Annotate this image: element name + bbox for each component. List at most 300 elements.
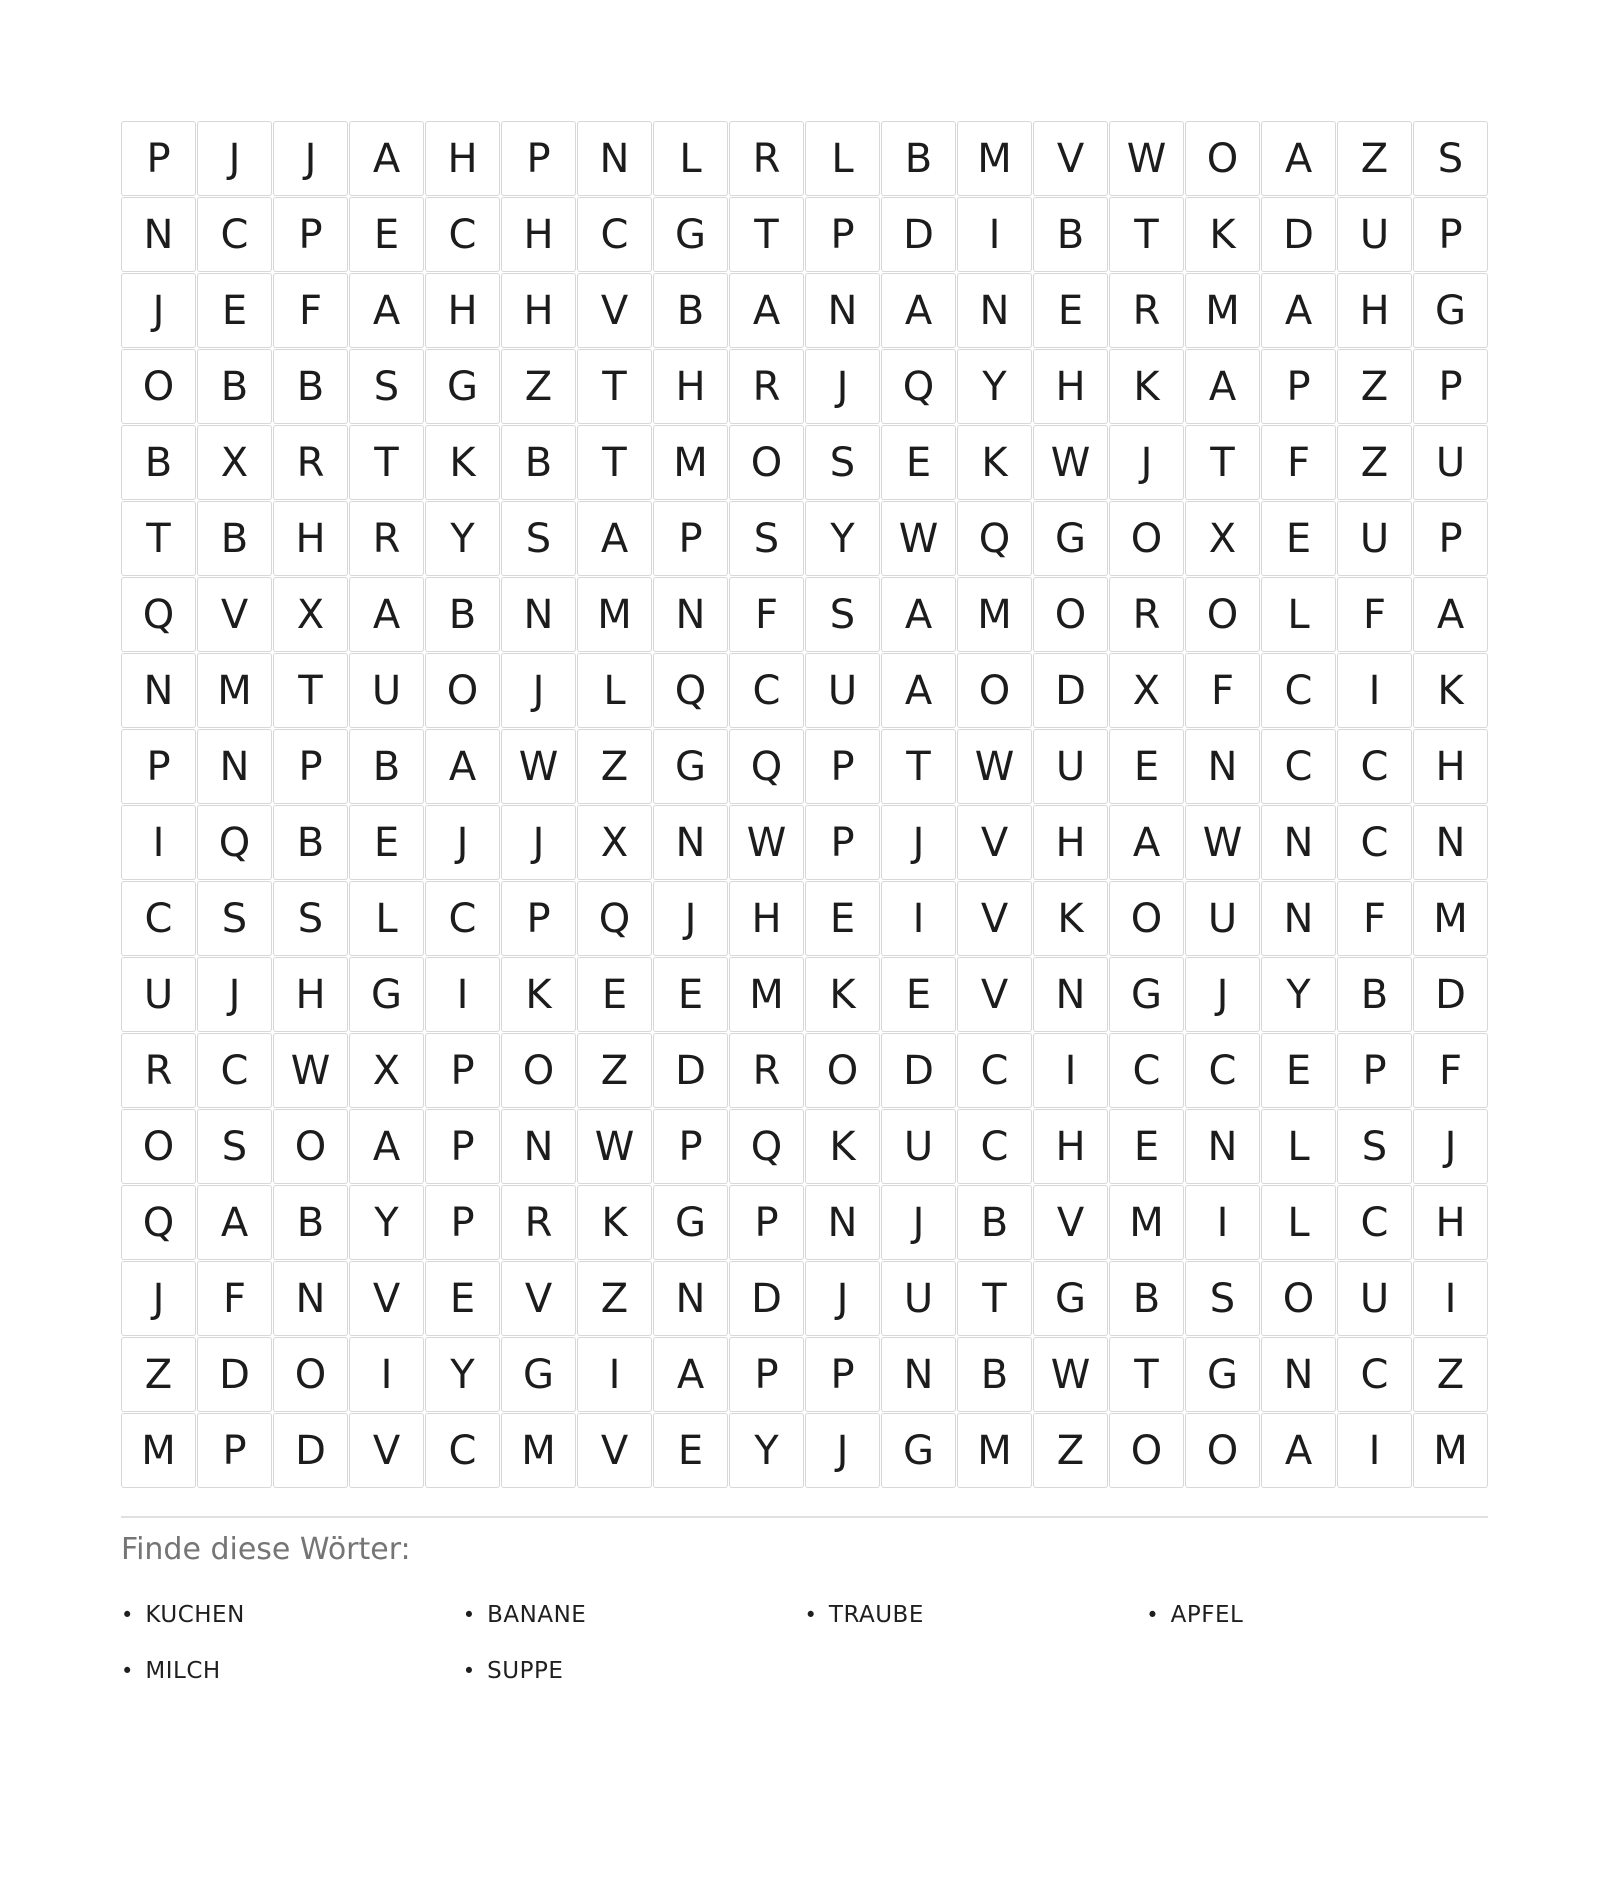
grid-cell-r6c13[interactable]: G xyxy=(1033,501,1108,576)
grid-cell-r3c11[interactable]: A xyxy=(881,273,956,348)
grid-cell-r3c13[interactable]: E xyxy=(1033,273,1108,348)
grid-cell-r1c1[interactable]: P xyxy=(121,121,196,196)
grid-cell-r6c16[interactable]: E xyxy=(1261,501,1336,576)
grid-cell-r8c2[interactable]: M xyxy=(197,653,272,728)
grid-cell-r12c7[interactable]: E xyxy=(577,957,652,1032)
grid-cell-r16c18[interactable]: I xyxy=(1413,1261,1488,1336)
grid-cell-r1c4[interactable]: A xyxy=(349,121,424,196)
grid-cell-r11c14[interactable]: O xyxy=(1109,881,1184,956)
grid-cell-r9c15[interactable]: N xyxy=(1185,729,1260,804)
grid-cell-r8c18[interactable]: K xyxy=(1413,653,1488,728)
grid-cell-r14c1[interactable]: O xyxy=(121,1109,196,1184)
grid-cell-r3c18[interactable]: G xyxy=(1413,273,1488,348)
grid-cell-r7c14[interactable]: R xyxy=(1109,577,1184,652)
grid-cell-r6c15[interactable]: X xyxy=(1185,501,1260,576)
grid-cell-r12c18[interactable]: D xyxy=(1413,957,1488,1032)
grid-cell-r13c12[interactable]: C xyxy=(957,1033,1032,1108)
grid-cell-r14c5[interactable]: P xyxy=(425,1109,500,1184)
grid-cell-r9c10[interactable]: P xyxy=(805,729,880,804)
grid-cell-r16c16[interactable]: O xyxy=(1261,1261,1336,1336)
grid-cell-r6c2[interactable]: B xyxy=(197,501,272,576)
grid-cell-r4c10[interactable]: J xyxy=(805,349,880,424)
grid-cell-r13c3[interactable]: W xyxy=(273,1033,348,1108)
grid-cell-r18c15[interactable]: O xyxy=(1185,1413,1260,1488)
grid-cell-r11c15[interactable]: U xyxy=(1185,881,1260,956)
grid-cell-r5c18[interactable]: U xyxy=(1413,425,1488,500)
grid-cell-r14c6[interactable]: N xyxy=(501,1109,576,1184)
grid-cell-r11c2[interactable]: S xyxy=(197,881,272,956)
grid-cell-r7c7[interactable]: M xyxy=(577,577,652,652)
grid-cell-r15c2[interactable]: A xyxy=(197,1185,272,1260)
grid-cell-r8c16[interactable]: C xyxy=(1261,653,1336,728)
grid-cell-r17c7[interactable]: I xyxy=(577,1337,652,1412)
grid-cell-r2c5[interactable]: C xyxy=(425,197,500,272)
grid-cell-r14c2[interactable]: S xyxy=(197,1109,272,1184)
grid-cell-r8c13[interactable]: D xyxy=(1033,653,1108,728)
grid-cell-r7c17[interactable]: F xyxy=(1337,577,1412,652)
grid-cell-r16c6[interactable]: V xyxy=(501,1261,576,1336)
grid-cell-r11c6[interactable]: P xyxy=(501,881,576,956)
grid-cell-r7c15[interactable]: O xyxy=(1185,577,1260,652)
grid-cell-r17c1[interactable]: Z xyxy=(121,1337,196,1412)
grid-cell-r16c12[interactable]: T xyxy=(957,1261,1032,1336)
grid-cell-r2c10[interactable]: P xyxy=(805,197,880,272)
grid-cell-r8c17[interactable]: I xyxy=(1337,653,1412,728)
grid-cell-r17c3[interactable]: O xyxy=(273,1337,348,1412)
grid-cell-r1c18[interactable]: S xyxy=(1413,121,1488,196)
grid-cell-r4c5[interactable]: G xyxy=(425,349,500,424)
grid-cell-r11c3[interactable]: S xyxy=(273,881,348,956)
grid-cell-r14c14[interactable]: E xyxy=(1109,1109,1184,1184)
grid-cell-r2c17[interactable]: U xyxy=(1337,197,1412,272)
grid-cell-r7c9[interactable]: F xyxy=(729,577,804,652)
grid-cell-r12c11[interactable]: E xyxy=(881,957,956,1032)
grid-cell-r4c8[interactable]: H xyxy=(653,349,728,424)
grid-cell-r5c2[interactable]: X xyxy=(197,425,272,500)
grid-cell-r12c4[interactable]: G xyxy=(349,957,424,1032)
grid-cell-r9c9[interactable]: Q xyxy=(729,729,804,804)
grid-cell-r12c8[interactable]: E xyxy=(653,957,728,1032)
grid-cell-r6c10[interactable]: Y xyxy=(805,501,880,576)
grid-cell-r11c9[interactable]: H xyxy=(729,881,804,956)
grid-cell-r17c16[interactable]: N xyxy=(1261,1337,1336,1412)
grid-cell-r14c9[interactable]: Q xyxy=(729,1109,804,1184)
grid-cell-r14c7[interactable]: W xyxy=(577,1109,652,1184)
grid-cell-r13c14[interactable]: C xyxy=(1109,1033,1184,1108)
grid-cell-r9c18[interactable]: H xyxy=(1413,729,1488,804)
grid-cell-r10c12[interactable]: V xyxy=(957,805,1032,880)
grid-cell-r1c9[interactable]: R xyxy=(729,121,804,196)
grid-cell-r3c2[interactable]: E xyxy=(197,273,272,348)
grid-cell-r18c6[interactable]: M xyxy=(501,1413,576,1488)
grid-cell-r10c16[interactable]: N xyxy=(1261,805,1336,880)
grid-cell-r1c6[interactable]: P xyxy=(501,121,576,196)
grid-cell-r6c9[interactable]: S xyxy=(729,501,804,576)
grid-cell-r12c10[interactable]: K xyxy=(805,957,880,1032)
grid-cell-r4c12[interactable]: Y xyxy=(957,349,1032,424)
grid-cell-r15c16[interactable]: L xyxy=(1261,1185,1336,1260)
grid-cell-r8c9[interactable]: C xyxy=(729,653,804,728)
grid-cell-r18c13[interactable]: Z xyxy=(1033,1413,1108,1488)
grid-cell-r12c1[interactable]: U xyxy=(121,957,196,1032)
grid-cell-r7c1[interactable]: Q xyxy=(121,577,196,652)
grid-cell-r7c13[interactable]: O xyxy=(1033,577,1108,652)
grid-cell-r12c17[interactable]: B xyxy=(1337,957,1412,1032)
grid-cell-r5c10[interactable]: S xyxy=(805,425,880,500)
grid-cell-r18c11[interactable]: G xyxy=(881,1413,956,1488)
grid-cell-r7c18[interactable]: A xyxy=(1413,577,1488,652)
grid-cell-r18c16[interactable]: A xyxy=(1261,1413,1336,1488)
grid-cell-r3c12[interactable]: N xyxy=(957,273,1032,348)
grid-cell-r18c4[interactable]: V xyxy=(349,1413,424,1488)
grid-cell-r10c4[interactable]: E xyxy=(349,805,424,880)
grid-cell-r11c1[interactable]: C xyxy=(121,881,196,956)
grid-cell-r6c18[interactable]: P xyxy=(1413,501,1488,576)
grid-cell-r4c11[interactable]: Q xyxy=(881,349,956,424)
grid-cell-r16c17[interactable]: U xyxy=(1337,1261,1412,1336)
grid-cell-r1c5[interactable]: H xyxy=(425,121,500,196)
grid-cell-r16c9[interactable]: D xyxy=(729,1261,804,1336)
grid-cell-r7c10[interactable]: S xyxy=(805,577,880,652)
grid-cell-r15c17[interactable]: C xyxy=(1337,1185,1412,1260)
grid-cell-r13c15[interactable]: C xyxy=(1185,1033,1260,1108)
grid-cell-r8c12[interactable]: O xyxy=(957,653,1032,728)
grid-cell-r4c7[interactable]: T xyxy=(577,349,652,424)
grid-cell-r13c1[interactable]: R xyxy=(121,1033,196,1108)
grid-cell-r2c14[interactable]: T xyxy=(1109,197,1184,272)
grid-cell-r11c11[interactable]: I xyxy=(881,881,956,956)
grid-cell-r10c10[interactable]: P xyxy=(805,805,880,880)
grid-cell-r11c7[interactable]: Q xyxy=(577,881,652,956)
grid-cell-r18c2[interactable]: P xyxy=(197,1413,272,1488)
grid-cell-r10c14[interactable]: A xyxy=(1109,805,1184,880)
grid-cell-r1c13[interactable]: V xyxy=(1033,121,1108,196)
grid-cell-r1c3[interactable]: J xyxy=(273,121,348,196)
grid-cell-r15c5[interactable]: P xyxy=(425,1185,500,1260)
grid-cell-r3c7[interactable]: V xyxy=(577,273,652,348)
grid-cell-r16c4[interactable]: V xyxy=(349,1261,424,1336)
grid-cell-r17c11[interactable]: N xyxy=(881,1337,956,1412)
grid-cell-r3c8[interactable]: B xyxy=(653,273,728,348)
grid-cell-r3c5[interactable]: H xyxy=(425,273,500,348)
grid-cell-r2c1[interactable]: N xyxy=(121,197,196,272)
grid-cell-r1c2[interactable]: J xyxy=(197,121,272,196)
grid-cell-r4c17[interactable]: Z xyxy=(1337,349,1412,424)
grid-cell-r13c8[interactable]: D xyxy=(653,1033,728,1108)
grid-cell-r16c7[interactable]: Z xyxy=(577,1261,652,1336)
grid-cell-r14c10[interactable]: K xyxy=(805,1109,880,1184)
grid-cell-r18c14[interactable]: O xyxy=(1109,1413,1184,1488)
grid-cell-r4c9[interactable]: R xyxy=(729,349,804,424)
grid-cell-r10c2[interactable]: Q xyxy=(197,805,272,880)
grid-cell-r9c7[interactable]: Z xyxy=(577,729,652,804)
grid-cell-r13c18[interactable]: F xyxy=(1413,1033,1488,1108)
grid-cell-r7c8[interactable]: N xyxy=(653,577,728,652)
grid-cell-r6c7[interactable]: A xyxy=(577,501,652,576)
grid-cell-r3c3[interactable]: F xyxy=(273,273,348,348)
grid-cell-r11c18[interactable]: M xyxy=(1413,881,1488,956)
grid-cell-r12c16[interactable]: Y xyxy=(1261,957,1336,1032)
grid-cell-r18c7[interactable]: V xyxy=(577,1413,652,1488)
grid-cell-r3c1[interactable]: J xyxy=(121,273,196,348)
grid-cell-r4c18[interactable]: P xyxy=(1413,349,1488,424)
grid-cell-r6c4[interactable]: R xyxy=(349,501,424,576)
grid-cell-r16c10[interactable]: J xyxy=(805,1261,880,1336)
grid-cell-r1c16[interactable]: A xyxy=(1261,121,1336,196)
grid-cell-r9c11[interactable]: T xyxy=(881,729,956,804)
grid-cell-r1c11[interactable]: B xyxy=(881,121,956,196)
grid-cell-r15c4[interactable]: Y xyxy=(349,1185,424,1260)
grid-cell-r16c15[interactable]: S xyxy=(1185,1261,1260,1336)
grid-cell-r8c10[interactable]: U xyxy=(805,653,880,728)
grid-cell-r6c3[interactable]: H xyxy=(273,501,348,576)
grid-cell-r5c12[interactable]: K xyxy=(957,425,1032,500)
grid-cell-r6c12[interactable]: Q xyxy=(957,501,1032,576)
grid-cell-r11c10[interactable]: E xyxy=(805,881,880,956)
grid-cell-r4c13[interactable]: H xyxy=(1033,349,1108,424)
grid-cell-r16c11[interactable]: U xyxy=(881,1261,956,1336)
grid-cell-r8c11[interactable]: A xyxy=(881,653,956,728)
grid-cell-r18c9[interactable]: Y xyxy=(729,1413,804,1488)
grid-cell-r10c15[interactable]: W xyxy=(1185,805,1260,880)
grid-cell-r1c12[interactable]: M xyxy=(957,121,1032,196)
grid-cell-r16c3[interactable]: N xyxy=(273,1261,348,1336)
grid-cell-r13c5[interactable]: P xyxy=(425,1033,500,1108)
grid-cell-r10c1[interactable]: I xyxy=(121,805,196,880)
grid-cell-r5c4[interactable]: T xyxy=(349,425,424,500)
grid-cell-r10c8[interactable]: N xyxy=(653,805,728,880)
grid-cell-r15c9[interactable]: P xyxy=(729,1185,804,1260)
grid-cell-r4c1[interactable]: O xyxy=(121,349,196,424)
grid-cell-r13c11[interactable]: D xyxy=(881,1033,956,1108)
grid-cell-r4c15[interactable]: A xyxy=(1185,349,1260,424)
grid-cell-r16c8[interactable]: N xyxy=(653,1261,728,1336)
grid-cell-r8c6[interactable]: J xyxy=(501,653,576,728)
grid-cell-r13c2[interactable]: C xyxy=(197,1033,272,1108)
grid-cell-r6c8[interactable]: P xyxy=(653,501,728,576)
grid-cell-r2c8[interactable]: G xyxy=(653,197,728,272)
grid-cell-r14c17[interactable]: S xyxy=(1337,1109,1412,1184)
grid-cell-r12c12[interactable]: V xyxy=(957,957,1032,1032)
grid-cell-r15c1[interactable]: Q xyxy=(121,1185,196,1260)
grid-cell-r15c14[interactable]: M xyxy=(1109,1185,1184,1260)
grid-cell-r13c6[interactable]: O xyxy=(501,1033,576,1108)
grid-cell-r11c4[interactable]: L xyxy=(349,881,424,956)
grid-cell-r2c13[interactable]: B xyxy=(1033,197,1108,272)
grid-cell-r2c12[interactable]: I xyxy=(957,197,1032,272)
grid-cell-r14c11[interactable]: U xyxy=(881,1109,956,1184)
grid-cell-r18c3[interactable]: D xyxy=(273,1413,348,1488)
grid-cell-r12c14[interactable]: G xyxy=(1109,957,1184,1032)
grid-cell-r5c15[interactable]: T xyxy=(1185,425,1260,500)
grid-cell-r8c5[interactable]: O xyxy=(425,653,500,728)
grid-cell-r15c18[interactable]: H xyxy=(1413,1185,1488,1260)
grid-cell-r15c3[interactable]: B xyxy=(273,1185,348,1260)
grid-cell-r12c3[interactable]: H xyxy=(273,957,348,1032)
grid-cell-r2c2[interactable]: C xyxy=(197,197,272,272)
grid-cell-r10c7[interactable]: X xyxy=(577,805,652,880)
grid-cell-r3c10[interactable]: N xyxy=(805,273,880,348)
grid-cell-r11c13[interactable]: K xyxy=(1033,881,1108,956)
grid-cell-r8c8[interactable]: Q xyxy=(653,653,728,728)
grid-cell-r3c6[interactable]: H xyxy=(501,273,576,348)
grid-cell-r6c17[interactable]: U xyxy=(1337,501,1412,576)
grid-cell-r13c10[interactable]: O xyxy=(805,1033,880,1108)
grid-cell-r10c6[interactable]: J xyxy=(501,805,576,880)
grid-cell-r14c15[interactable]: N xyxy=(1185,1109,1260,1184)
grid-cell-r18c5[interactable]: C xyxy=(425,1413,500,1488)
grid-cell-r15c11[interactable]: J xyxy=(881,1185,956,1260)
grid-cell-r12c6[interactable]: K xyxy=(501,957,576,1032)
grid-cell-r15c8[interactable]: G xyxy=(653,1185,728,1260)
grid-cell-r6c5[interactable]: Y xyxy=(425,501,500,576)
grid-cell-r17c13[interactable]: W xyxy=(1033,1337,1108,1412)
grid-cell-r11c17[interactable]: F xyxy=(1337,881,1412,956)
grid-cell-r16c14[interactable]: B xyxy=(1109,1261,1184,1336)
grid-cell-r1c14[interactable]: W xyxy=(1109,121,1184,196)
grid-cell-r10c11[interactable]: J xyxy=(881,805,956,880)
grid-cell-r7c16[interactable]: L xyxy=(1261,577,1336,652)
grid-cell-r5c11[interactable]: E xyxy=(881,425,956,500)
grid-cell-r5c3[interactable]: R xyxy=(273,425,348,500)
grid-cell-r17c9[interactable]: P xyxy=(729,1337,804,1412)
grid-cell-r3c15[interactable]: M xyxy=(1185,273,1260,348)
grid-cell-r2c3[interactable]: P xyxy=(273,197,348,272)
grid-cell-r16c13[interactable]: G xyxy=(1033,1261,1108,1336)
grid-cell-r4c6[interactable]: Z xyxy=(501,349,576,424)
grid-cell-r10c3[interactable]: B xyxy=(273,805,348,880)
grid-cell-r15c7[interactable]: K xyxy=(577,1185,652,1260)
grid-cell-r12c9[interactable]: M xyxy=(729,957,804,1032)
grid-cell-r15c10[interactable]: N xyxy=(805,1185,880,1260)
grid-cell-r6c6[interactable]: S xyxy=(501,501,576,576)
grid-cell-r13c7[interactable]: Z xyxy=(577,1033,652,1108)
grid-cell-r5c6[interactable]: B xyxy=(501,425,576,500)
grid-cell-r8c15[interactable]: F xyxy=(1185,653,1260,728)
grid-cell-r1c10[interactable]: L xyxy=(805,121,880,196)
grid-cell-r7c11[interactable]: A xyxy=(881,577,956,652)
grid-cell-r7c12[interactable]: M xyxy=(957,577,1032,652)
grid-cell-r9c14[interactable]: E xyxy=(1109,729,1184,804)
grid-cell-r17c8[interactable]: A xyxy=(653,1337,728,1412)
grid-cell-r9c8[interactable]: G xyxy=(653,729,728,804)
grid-cell-r2c16[interactable]: D xyxy=(1261,197,1336,272)
grid-cell-r18c17[interactable]: I xyxy=(1337,1413,1412,1488)
grid-cell-r14c18[interactable]: J xyxy=(1413,1109,1488,1184)
grid-cell-r17c15[interactable]: G xyxy=(1185,1337,1260,1412)
grid-cell-r5c17[interactable]: Z xyxy=(1337,425,1412,500)
grid-cell-r14c12[interactable]: C xyxy=(957,1109,1032,1184)
grid-cell-r13c9[interactable]: R xyxy=(729,1033,804,1108)
grid-cell-r14c16[interactable]: L xyxy=(1261,1109,1336,1184)
grid-cell-r3c4[interactable]: A xyxy=(349,273,424,348)
grid-cell-r10c5[interactable]: J xyxy=(425,805,500,880)
grid-cell-r10c18[interactable]: N xyxy=(1413,805,1488,880)
grid-cell-r18c10[interactable]: J xyxy=(805,1413,880,1488)
grid-cell-r9c5[interactable]: A xyxy=(425,729,500,804)
grid-cell-r7c6[interactable]: N xyxy=(501,577,576,652)
grid-cell-r7c5[interactable]: B xyxy=(425,577,500,652)
grid-cell-r5c14[interactable]: J xyxy=(1109,425,1184,500)
grid-cell-r16c5[interactable]: E xyxy=(425,1261,500,1336)
grid-cell-r18c12[interactable]: M xyxy=(957,1413,1032,1488)
grid-cell-r11c8[interactable]: J xyxy=(653,881,728,956)
grid-cell-r11c5[interactable]: C xyxy=(425,881,500,956)
grid-cell-r3c16[interactable]: A xyxy=(1261,273,1336,348)
grid-cell-r10c13[interactable]: H xyxy=(1033,805,1108,880)
grid-cell-r7c4[interactable]: A xyxy=(349,577,424,652)
grid-cell-r7c3[interactable]: X xyxy=(273,577,348,652)
grid-cell-r14c8[interactable]: P xyxy=(653,1109,728,1184)
grid-cell-r4c16[interactable]: P xyxy=(1261,349,1336,424)
grid-cell-r16c2[interactable]: F xyxy=(197,1261,272,1336)
grid-cell-r13c17[interactable]: P xyxy=(1337,1033,1412,1108)
grid-cell-r4c14[interactable]: K xyxy=(1109,349,1184,424)
grid-cell-r17c4[interactable]: I xyxy=(349,1337,424,1412)
grid-cell-r18c18[interactable]: M xyxy=(1413,1413,1488,1488)
grid-cell-r17c6[interactable]: G xyxy=(501,1337,576,1412)
grid-cell-r3c9[interactable]: A xyxy=(729,273,804,348)
grid-cell-r6c1[interactable]: T xyxy=(121,501,196,576)
grid-cell-r15c15[interactable]: I xyxy=(1185,1185,1260,1260)
grid-cell-r14c13[interactable]: H xyxy=(1033,1109,1108,1184)
grid-cell-r6c14[interactable]: O xyxy=(1109,501,1184,576)
grid-cell-r8c7[interactable]: L xyxy=(577,653,652,728)
grid-cell-r2c6[interactable]: H xyxy=(501,197,576,272)
grid-cell-r5c13[interactable]: W xyxy=(1033,425,1108,500)
grid-cell-r7c2[interactable]: V xyxy=(197,577,272,652)
grid-cell-r17c10[interactable]: P xyxy=(805,1337,880,1412)
grid-cell-r2c11[interactable]: D xyxy=(881,197,956,272)
grid-cell-r16c1[interactable]: J xyxy=(121,1261,196,1336)
grid-cell-r9c1[interactable]: P xyxy=(121,729,196,804)
grid-cell-r9c12[interactable]: W xyxy=(957,729,1032,804)
grid-cell-r11c16[interactable]: N xyxy=(1261,881,1336,956)
grid-cell-r17c14[interactable]: T xyxy=(1109,1337,1184,1412)
grid-cell-r9c6[interactable]: W xyxy=(501,729,576,804)
grid-cell-r1c7[interactable]: N xyxy=(577,121,652,196)
grid-cell-r17c5[interactable]: Y xyxy=(425,1337,500,1412)
grid-cell-r9c4[interactable]: B xyxy=(349,729,424,804)
grid-cell-r15c13[interactable]: V xyxy=(1033,1185,1108,1260)
grid-cell-r13c16[interactable]: E xyxy=(1261,1033,1336,1108)
grid-cell-r1c17[interactable]: Z xyxy=(1337,121,1412,196)
grid-cell-r11c12[interactable]: V xyxy=(957,881,1032,956)
grid-cell-r17c18[interactable]: Z xyxy=(1413,1337,1488,1412)
grid-cell-r2c15[interactable]: K xyxy=(1185,197,1260,272)
grid-cell-r8c14[interactable]: X xyxy=(1109,653,1184,728)
grid-cell-r12c13[interactable]: N xyxy=(1033,957,1108,1032)
grid-cell-r5c7[interactable]: T xyxy=(577,425,652,500)
grid-cell-r2c7[interactable]: C xyxy=(577,197,652,272)
grid-cell-r9c13[interactable]: U xyxy=(1033,729,1108,804)
grid-cell-r1c15[interactable]: O xyxy=(1185,121,1260,196)
grid-cell-r18c1[interactable]: M xyxy=(121,1413,196,1488)
grid-cell-r17c12[interactable]: B xyxy=(957,1337,1032,1412)
grid-cell-r4c4[interactable]: S xyxy=(349,349,424,424)
grid-cell-r9c16[interactable]: C xyxy=(1261,729,1336,804)
grid-cell-r15c6[interactable]: R xyxy=(501,1185,576,1260)
grid-cell-r14c4[interactable]: A xyxy=(349,1109,424,1184)
grid-cell-r9c3[interactable]: P xyxy=(273,729,348,804)
grid-cell-r3c14[interactable]: R xyxy=(1109,273,1184,348)
grid-cell-r12c2[interactable]: J xyxy=(197,957,272,1032)
grid-cell-r5c1[interactable]: B xyxy=(121,425,196,500)
grid-cell-r12c15[interactable]: J xyxy=(1185,957,1260,1032)
grid-cell-r2c18[interactable]: P xyxy=(1413,197,1488,272)
grid-cell-r9c17[interactable]: C xyxy=(1337,729,1412,804)
grid-cell-r13c4[interactable]: X xyxy=(349,1033,424,1108)
